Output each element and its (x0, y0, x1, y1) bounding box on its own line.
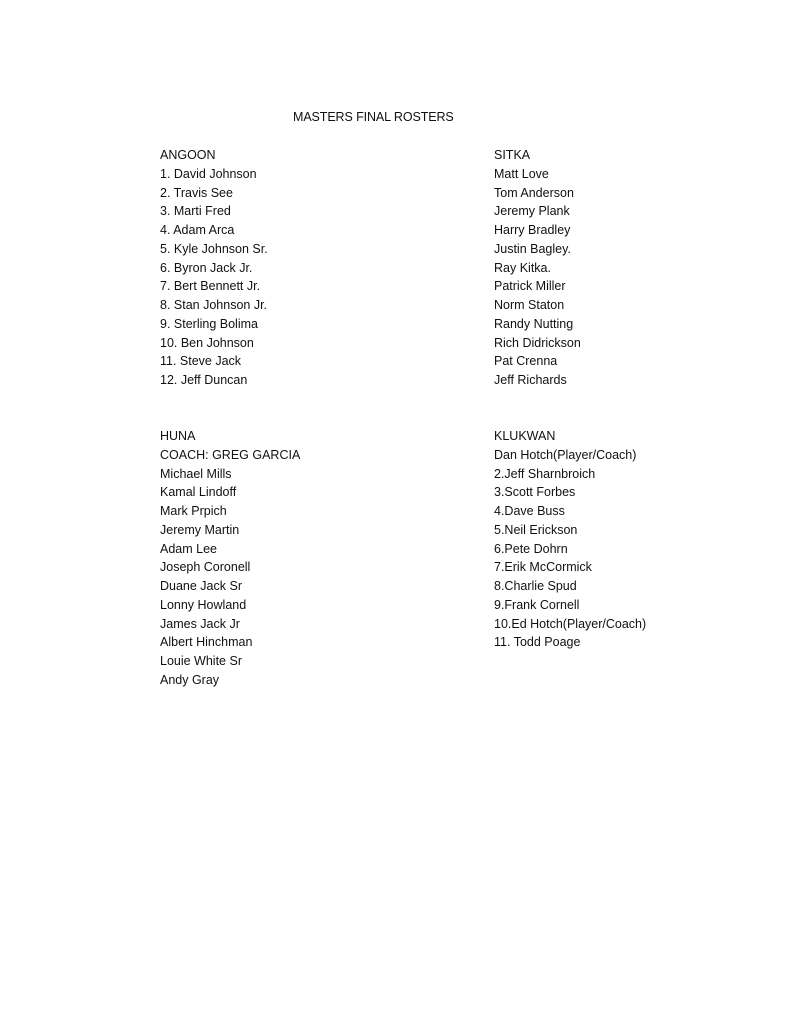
coach-name: COACH: GREG GARCIA (160, 447, 301, 462)
player-name: 1. David Johnson (160, 166, 257, 181)
team-name: KLUKWAN (494, 429, 556, 443)
player-name: 10. Ben Johnson (160, 335, 254, 350)
player-name: Justin Bagley. (494, 241, 571, 256)
player-name: 12. Jeff Duncan (160, 373, 248, 387)
player-name: 4. Adam Arca (160, 223, 235, 237)
player-name: 3. Marti Fred (160, 204, 231, 219)
player-name: 9. Sterling Bolima (160, 316, 258, 331)
player-name: Adam Lee (160, 541, 217, 556)
player-name: 11. Todd Poage (494, 635, 581, 650)
player-name: Norm Staton (494, 298, 565, 312)
player-name: 7.Erik McCormick (494, 560, 592, 575)
player-name: 7. Bert Bennett Jr. (160, 279, 261, 294)
player-name: 2.Jeff Sharnbroich (494, 466, 596, 481)
player-name: 6.Pete Dohrn (494, 541, 568, 556)
player-name: Louie White Sr (160, 654, 242, 668)
player-name: Pat Crenna (494, 354, 558, 369)
team-roster-sitka (494, 146, 791, 390)
player-name: James Jack Jr (160, 616, 240, 631)
player-name: Kamal Lindoff (160, 485, 237, 500)
player-name: Joseph Coronell (160, 560, 251, 575)
team-roster-angoon (160, 146, 460, 390)
player-name: Duane Jack Sr (160, 579, 242, 593)
player-name: 5. Kyle Johnson Sr. (160, 241, 268, 256)
player-name: Jeff Richards (494, 373, 567, 387)
player-name: Michael Mills (160, 466, 232, 481)
player-name: Randy Nutting (494, 316, 574, 331)
player-name: 8. Stan Johnson Jr. (160, 298, 268, 312)
player-name: Patrick Miller (494, 279, 566, 294)
player-name: 5.Neil Erickson (494, 522, 578, 537)
player-name: 10.Ed Hotch(Player/Coach) (494, 616, 647, 631)
team-name: SITKA (494, 148, 531, 162)
player-name: Rich Didrickson (494, 335, 581, 350)
player-name: 3.Scott Forbes (494, 485, 576, 500)
player-name: Jeremy Plank (494, 204, 570, 219)
team-roster-klukwan (494, 427, 791, 652)
player-name: 8.Charlie Spud (494, 579, 577, 593)
player-name: 6. Byron Jack Jr. (160, 260, 253, 275)
team-name: ANGOON (160, 148, 216, 162)
player-name: Mark Prpich (160, 504, 227, 518)
player-name: Tom Anderson (494, 185, 574, 200)
team-name: HUNA (160, 429, 196, 443)
page-title: MASTERS FINAL ROSTERS (293, 110, 454, 124)
player-name: 4.Dave Buss (494, 504, 565, 518)
player-name: Jeremy Martin (160, 522, 240, 537)
player-name: 9.Frank Cornell (494, 597, 580, 612)
player-name: Andy Gray (160, 672, 220, 687)
player-name: 2. Travis See (160, 185, 233, 200)
player-name: Ray Kitka. (494, 260, 551, 275)
player-name: Albert Hinchman (160, 635, 253, 650)
player-name: Lonny Howland (160, 597, 247, 612)
team-roster-huna (160, 427, 460, 690)
player-name: Harry Bradley (494, 223, 571, 237)
player-name: Dan Hotch(Player/Coach) (494, 447, 637, 462)
player-name: Matt Love (494, 166, 549, 181)
player-name: 11. Steve Jack (160, 354, 242, 369)
